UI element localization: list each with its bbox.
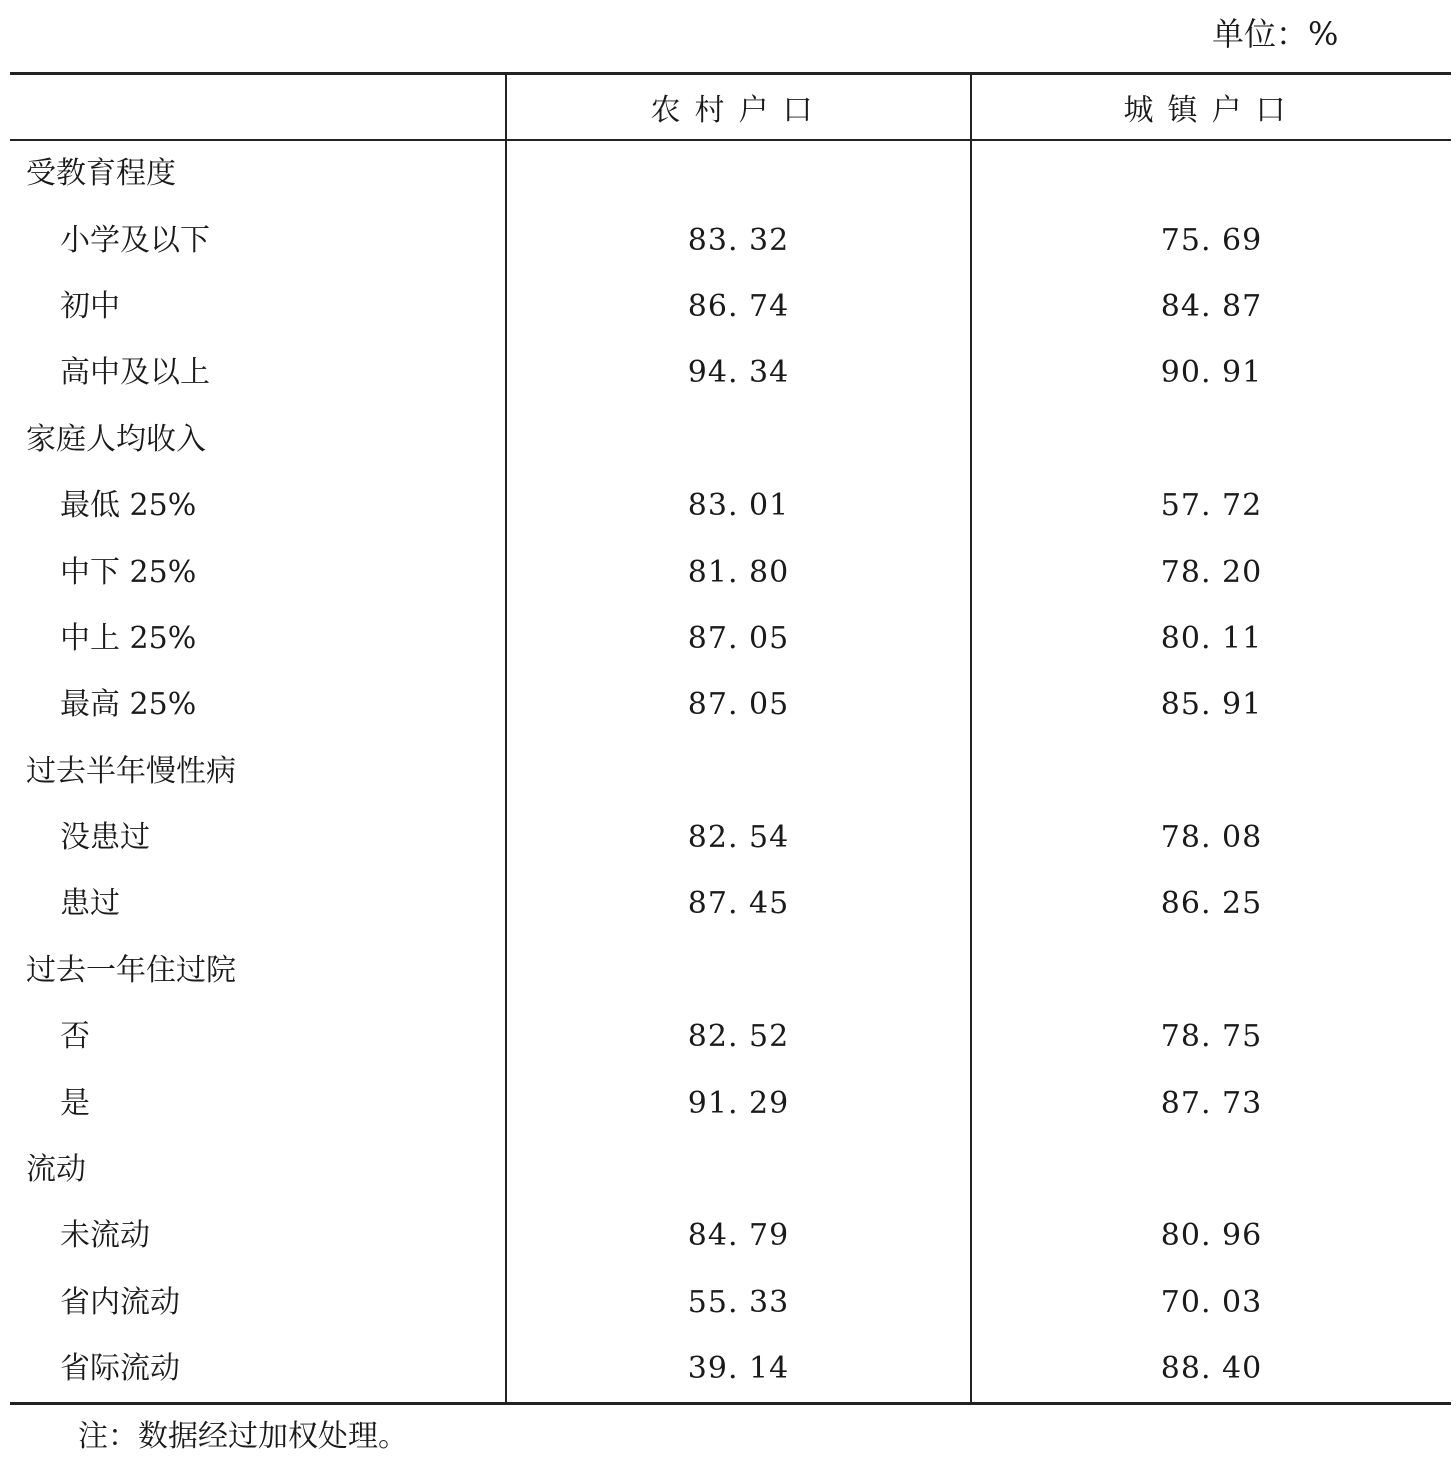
- rural-value: 94. 34: [506, 340, 971, 406]
- row-label: 省内流动: [60, 1284, 180, 1320]
- row-label: 是: [60, 1085, 90, 1121]
- urban-value: [971, 140, 1451, 207]
- rural-value: 84. 79: [506, 1203, 971, 1269]
- row-label: 小学及以下: [60, 222, 210, 258]
- urban-value: 75. 69: [971, 207, 1451, 273]
- urban-value: 86. 25: [971, 871, 1451, 937]
- rural-value: 39. 14: [506, 1336, 971, 1404]
- rural-value: 87. 05: [506, 672, 971, 738]
- row-label: 初中: [60, 288, 120, 324]
- row-label: 家庭人均收入: [26, 421, 206, 457]
- urban-value: [971, 739, 1451, 805]
- urban-value: [971, 938, 1451, 1004]
- table-row: [10, 1336, 1451, 1404]
- table-row: [10, 606, 1451, 672]
- table-row: [10, 1270, 1451, 1336]
- table-note: 注：数据经过加权处理。: [78, 1419, 408, 1454]
- rural-value: [506, 739, 971, 805]
- table-row: [10, 1004, 1451, 1070]
- table-row: [10, 207, 1451, 273]
- urban-value: [971, 407, 1451, 473]
- urban-value: 78. 20: [971, 539, 1451, 605]
- urban-value: 80. 11: [971, 606, 1451, 672]
- table-row: [10, 1070, 1451, 1136]
- rural-value: [506, 407, 971, 473]
- table-row: [10, 672, 1451, 738]
- urban-value: 80. 96: [971, 1203, 1451, 1269]
- table-row: [10, 473, 1451, 539]
- row-label: 最高 25%: [60, 687, 197, 723]
- row-label: 最低 25%: [60, 488, 197, 524]
- rural-value: 55. 33: [506, 1270, 971, 1336]
- urban-value: 57. 72: [971, 473, 1451, 539]
- table-row: [10, 340, 1451, 406]
- rural-value: [506, 140, 971, 207]
- row-label: 省际流动: [60, 1351, 180, 1387]
- header-rural-column: 农村户口: [506, 74, 971, 141]
- row-label: 受教育程度: [26, 156, 176, 192]
- unit-label: 单位：%: [1212, 15, 1339, 53]
- row-label: 流动: [26, 1152, 86, 1188]
- table-row: [10, 739, 1451, 805]
- row-label: 未流动: [60, 1218, 150, 1254]
- rural-value: 91. 29: [506, 1070, 971, 1136]
- row-label: 中下 25%: [60, 554, 197, 590]
- urban-value: 78. 08: [971, 805, 1451, 871]
- table-row: [10, 805, 1451, 871]
- urban-value: 87. 73: [971, 1070, 1451, 1136]
- header-label-column: [10, 74, 506, 141]
- urban-value: 88. 40: [971, 1336, 1451, 1404]
- rural-value: 82. 54: [506, 805, 971, 871]
- rural-value: 83. 32: [506, 207, 971, 273]
- urban-value: [971, 1137, 1451, 1203]
- urban-value: 84. 87: [971, 274, 1451, 340]
- row-label: 没患过: [60, 820, 150, 856]
- rural-value: 82. 52: [506, 1004, 971, 1070]
- urban-value: 70. 03: [971, 1270, 1451, 1336]
- urban-value: 90. 91: [971, 340, 1451, 406]
- table-row: [10, 1203, 1451, 1269]
- table-row: [10, 938, 1451, 1004]
- rural-value: 86. 74: [506, 274, 971, 340]
- row-label: 中上 25%: [60, 620, 197, 656]
- row-label: 过去半年慢性病: [26, 753, 236, 789]
- table-row: [10, 871, 1451, 937]
- table-row: [10, 140, 1451, 207]
- table-body: [10, 140, 1451, 1404]
- rural-value: [506, 938, 971, 1004]
- row-label: 高中及以上: [60, 355, 210, 391]
- rural-value: 87. 05: [506, 606, 971, 672]
- table-row: [10, 539, 1451, 605]
- header-row: [10, 74, 1451, 141]
- rural-value: 81. 80: [506, 539, 971, 605]
- urban-value: 78. 75: [971, 1004, 1451, 1070]
- row-label: 患过: [60, 886, 120, 922]
- table-row: [10, 1137, 1451, 1203]
- row-label: 否: [60, 1019, 90, 1055]
- rural-value: [506, 1137, 971, 1203]
- header-urban-column: 城镇户口: [971, 74, 1451, 141]
- urban-value: 85. 91: [971, 672, 1451, 738]
- data-table: [10, 72, 1451, 1405]
- rural-value: 83. 01: [506, 473, 971, 539]
- table-row: [10, 274, 1451, 340]
- table-row: [10, 407, 1451, 473]
- rural-value: 87. 45: [506, 871, 971, 937]
- row-label: 过去一年住过院: [26, 952, 236, 988]
- table-header: [10, 74, 1451, 141]
